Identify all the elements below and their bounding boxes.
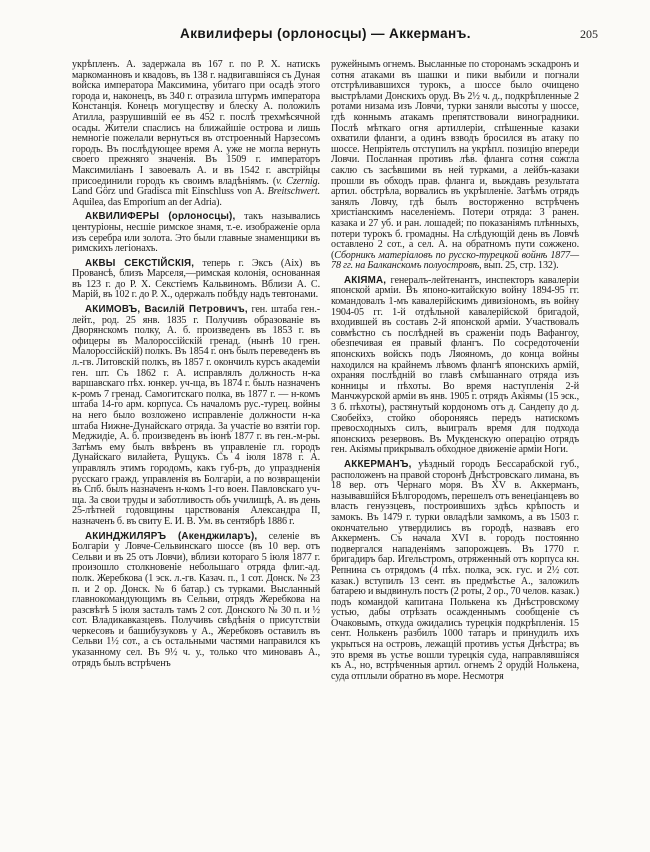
body-text: уѣздный городъ Бессарабской губ., расположенъ на правой сторонѣ Днѣстровскаго лимана, въ 18 вер. отъ Чернаго моря. Въ XV в. Аккерманъ, называвшійся Бѣлгородомъ, перешелъ отъ венеціанцевъ во власть генуэзцевъ, построившихъ здѣсь крѣпость и замокъ. Въ 1479 г. турки овладѣли замкомъ, а въ 1503 г. окончательно утвердились въ городѣ, назвавъ его Аккерменъ. Съ начала XVI в. городъ постоянно подвергался нападеніямъ запорожцевъ. Въ 1770 г. бригадиръ бар. Игельстромъ, отряженный отъ корпуса кн. Репнина съ отрядомъ (4 пѣх. полка, эск. гус. и 2½ сот. казак.) вступилъ 13 сент. въ предмѣстье А., заложилъ батарею и выдвинулъ постъ (2 роты, 2 ор., 70 челов. казак.) подъ командой капитана Полькена къ Днѣстровскому устью, дабы отрѣзать осажденнымъ сообщеніе съ Очаковымъ, откуда ожидались турецкія подкрѣпленія. 15 сент. Нолькенъ разбилъ 1000 татаръ и принудилъ ихъ укрыться на островъ, лежащій противъ устья Днѣстра; въ это время въ устье вошли турецкія суда, направлявшіяся къ А., но, встрѣченныя артил. огнемъ 2 орудій Нолькена, суда отплыли обратно въ море. Несмотря	[331, 458, 579, 682]
running-header-title: Аквилиферы (орлоносцы) — Аккерманъ.	[180, 26, 471, 41]
article-headword: АКВИЛИФЕРЫ (орлоносцы),	[85, 211, 236, 223]
article-headword: АКВЫ СЕКСТІЙСКІЯ,	[85, 257, 195, 269]
article-paragraph	[72, 212, 320, 254]
body-text: селеніе въ Болгаріи у Ловче-Сельвинскаго шоссе (въ 10 вер. отъ Сельви и въ 25 отъ Ловчи), вблизи котораго 5 іюля 1877 г. произошло столкновеніе небольшаго отряда флиг.-ад. полк. Жеребкова (1 эск. л.-гв. Казач. п., 1 сот. Донск. № 23 п. и 2 ор. Донск. № 6 батар.) съ турками. Высланный главнокомандующимъ въ Сельви, отрядъ Жеребкова на разсвѣтѣ 5 іюля засталъ тамъ 2 сот. Донского № 30 п. и ½ сот. Владикавказцевъ. Получивъ свѣдѣнія о присутствіи черкесовъ и башибузуковъ у А., Жеребковъ оставилъ въ Сельви 1½ сот., а съ остальными частями направился къ указанному сел. Въ 9½ ч. у., только что миновавъ А., отрядъ былъ встрѣченъ	[72, 530, 320, 669]
article-headword: АКІЯМА,	[344, 274, 387, 286]
article-headword: АКИНДЖИЛЯРЪ (Акенджиларъ),	[85, 530, 258, 542]
body-text: ружейнымъ огнемъ. Высланные по сторонамъ эскадронъ и сотня атаками въ шашки и пики выбили и погнали отстрѣливавшихся турокъ, а шоссе было очищено выстрѣлами Донскихъ оруд. Въ 2½ ч. д., подкрѣпленные 2 ротами низама изъ Ловчи, турки заняли высоты у шоссе, гдѣ коннымъ атакамъ препятствовали виноградники. Послѣ мѣткаго огня артиллеріи, спѣшенные казаки охватили фланги, а одинъ взводъ бросился въ атаку по шоссе. Непріятель отступилъ на укрѣпл. позицію впереди Ловчи. Посланная противъ лѣв. фланга сотня сожгла саклю съ засѣвшими въ ней турками, а лейбъ-казаки прошли въ обходъ прав. фланга и, выждавъ результата артил. обстрѣла, ворвались въ укрѣпленіе. Затѣмъ отрядъ занялъ Ловчу, гдѣ былъ восторженно встрѣченъ христіанскимъ населеніемъ. Потери отряда: 3 ранен. казака и 27 уб. и ран. лошадей; по показаніямъ плѣнныхъ, потери турокъ б. громадны. На слѣдующій день въ Ловчѣ оставлено 2 сот., а сел. А. на обратномъ пути сожжено. (	[331, 59, 579, 261]
article-headword: АКИМОВЪ, Василій Петровичъ,	[85, 304, 248, 316]
body-text: Aquilea, das Emporium an der Adria).	[72, 196, 222, 208]
body-text: вып. 25, стр. 132).	[481, 260, 559, 272]
body-text: укрѣпленъ. А. задержала въ 167 г. по Р. Х. натискъ маркоманновъ и квадовъ, въ 138 г. надвигавшіяся съ Дуная войска императора Максимина, убитаго при осадѣ этого города и, наконецъ, въ 340 г. отразила штурмъ императора Констанція. Конецъ могуществу и блеску А. положилъ Атилла, разрушившій ее въ 452 г. послѣ трехмѣсячной осады. Жители спаслись на ближайшіе острова и лишь немногіе пожелали вернуться въ отстроенный Нарзесомъ городъ. Въ послѣдующее время А. уже не могла вернуть своего прежняго значенія. Въ 1509 г. императоръ Максимиліанъ I завоевалъ А. и въ 1542 г. австрійцы присоединили городъ къ своимъ владѣніямъ. (	[72, 59, 320, 187]
italic-citation: Breitschwert.	[267, 186, 320, 198]
column-left	[72, 60, 320, 682]
article-paragraph	[72, 259, 320, 301]
italic-citation: v. Czernig.	[276, 175, 320, 187]
body-text: Land Görz und Gradisca mit Einschluss von A.	[72, 186, 268, 198]
text-block	[72, 60, 579, 682]
continuation-paragraph	[72, 60, 320, 208]
article-paragraph	[331, 460, 579, 682]
italic-citation: Сборникъ матеріаловъ по русско-турецкой войнѣ 1877—78 гг. на Балканскомъ полуостровѣ,	[331, 249, 579, 272]
page-number: 205	[580, 27, 598, 41]
column-right	[331, 60, 579, 682]
article-paragraph	[72, 305, 320, 527]
article-headword: АККЕРМАНЪ,	[344, 458, 412, 470]
article-paragraph	[331, 276, 579, 456]
body-text: генералъ-лейтенантъ, инспекторъ кавалеріи японской арміи. Въ японо-китайскую войну 1894-95 гг. командовалъ 1-мъ кавалерійскимъ дивизіономъ, въ войну 1904-05 гг. 1-й отдѣльной кавалерійской бригадой, входившей въ составъ 2-й японской арміи. Участвовалъ совмѣстно съ послѣдней въ сраженіи подъ Вафангоу, обезпечивая ея правый флангъ. По сосредоточеніи японскихъ войскъ подъ Ляояномъ, до конца войны находился на крайнемъ лѣвомъ флангѣ японскихъ армій, охраняя послѣдній во главѣ смѣшаннаго отряда изъ конницы и пѣхоты. Во время наступленія 2-й Манчжурской арміи въ янв. 1905 г. отрядъ Акіямы (15 эск., 3 б. пѣхоты), растянутый кордономъ отъ д. Сандепу до д. Сяобейхэ, стойко обороняясь передъ натискомъ превосходныхъ силъ, выигралъ время для подхода японскихъ резервовъ. Въ Мукденскую операцію отрядъ ген. Акіямы прикрывалъ обходное движеніе арміи Ноги.	[331, 274, 579, 456]
body-text: такъ назывались центуріоны, несшіе римское знамя, т.-е. изображеніе орла изъ серебра или золота. Это были главные знаменщики въ римскихъ легіонахъ.	[72, 211, 320, 255]
continuation-paragraph	[331, 60, 579, 272]
body-text: ген. штаба ген.-лейт., род. 25 янв. 1835 г. Получивъ образованіе въ Дворянскомъ полку, А. б. произведенъ въ 1853 г. въ офицеры въ Малороссійскій гренад. (нынѣ 10 грен. Малороссійскій) полкъ. Въ 1854 г. онъ былъ переведенъ въ л.-гв. Литовскій полкъ, въ 1857 г. окончилъ курсъ академіи ген. шт. Съ 1862 г. А. исправлялъ должность н-ка варшавскаго пѣх. юнкер. уч-ща, въ 1874 г. былъ назначенъ к-ромъ 7 гренад. Самогитскаго полка, въ 1877 г. — н-комъ штаба 14-го арм. корпуса. Съ началомъ рус.-турец. войны на него было возложено исправленіе должности н-ка штаба Нижне-Дунайскаго отряда. За участіе во взятіи гор. Меджидіе, А. б. произведенъ въ іюнѣ 1877 г. въ ген.-м-ры. Затѣмъ ему былъ ввѣренъ въ управленіе гл. городъ Дунайскаго вилайета, Рущукъ. Съ 4 іюля 1878 г. А. управлялъ этимъ городомъ, какъ губ-ръ, до упраздненія русскаго гражд. управленія въ Болгаріи, а по возвращеніи въ Спб. былъ назначенъ н-комъ 1-го воен. Павловскаго уч-ща. За свои труды и заботливость объ училищѣ, А. въ день 25-лѣтней годовщины царствованія Александра II, назначенъ б. въ свиту Е. И. В. Ум. въ сентябрѣ 1886 г.	[72, 304, 321, 527]
article-paragraph	[72, 532, 320, 670]
body-text: теперь г. Эксъ (Aix) въ Провансѣ, близъ Марселя,—римская колонія, основанная въ 123 г. до Р. Х. Секстіемъ Кальвиномъ. Вблизи А. С. Марій, въ 102 г. до Р. Х., одержалъ побѣду надъ тевтонами.	[72, 257, 320, 301]
